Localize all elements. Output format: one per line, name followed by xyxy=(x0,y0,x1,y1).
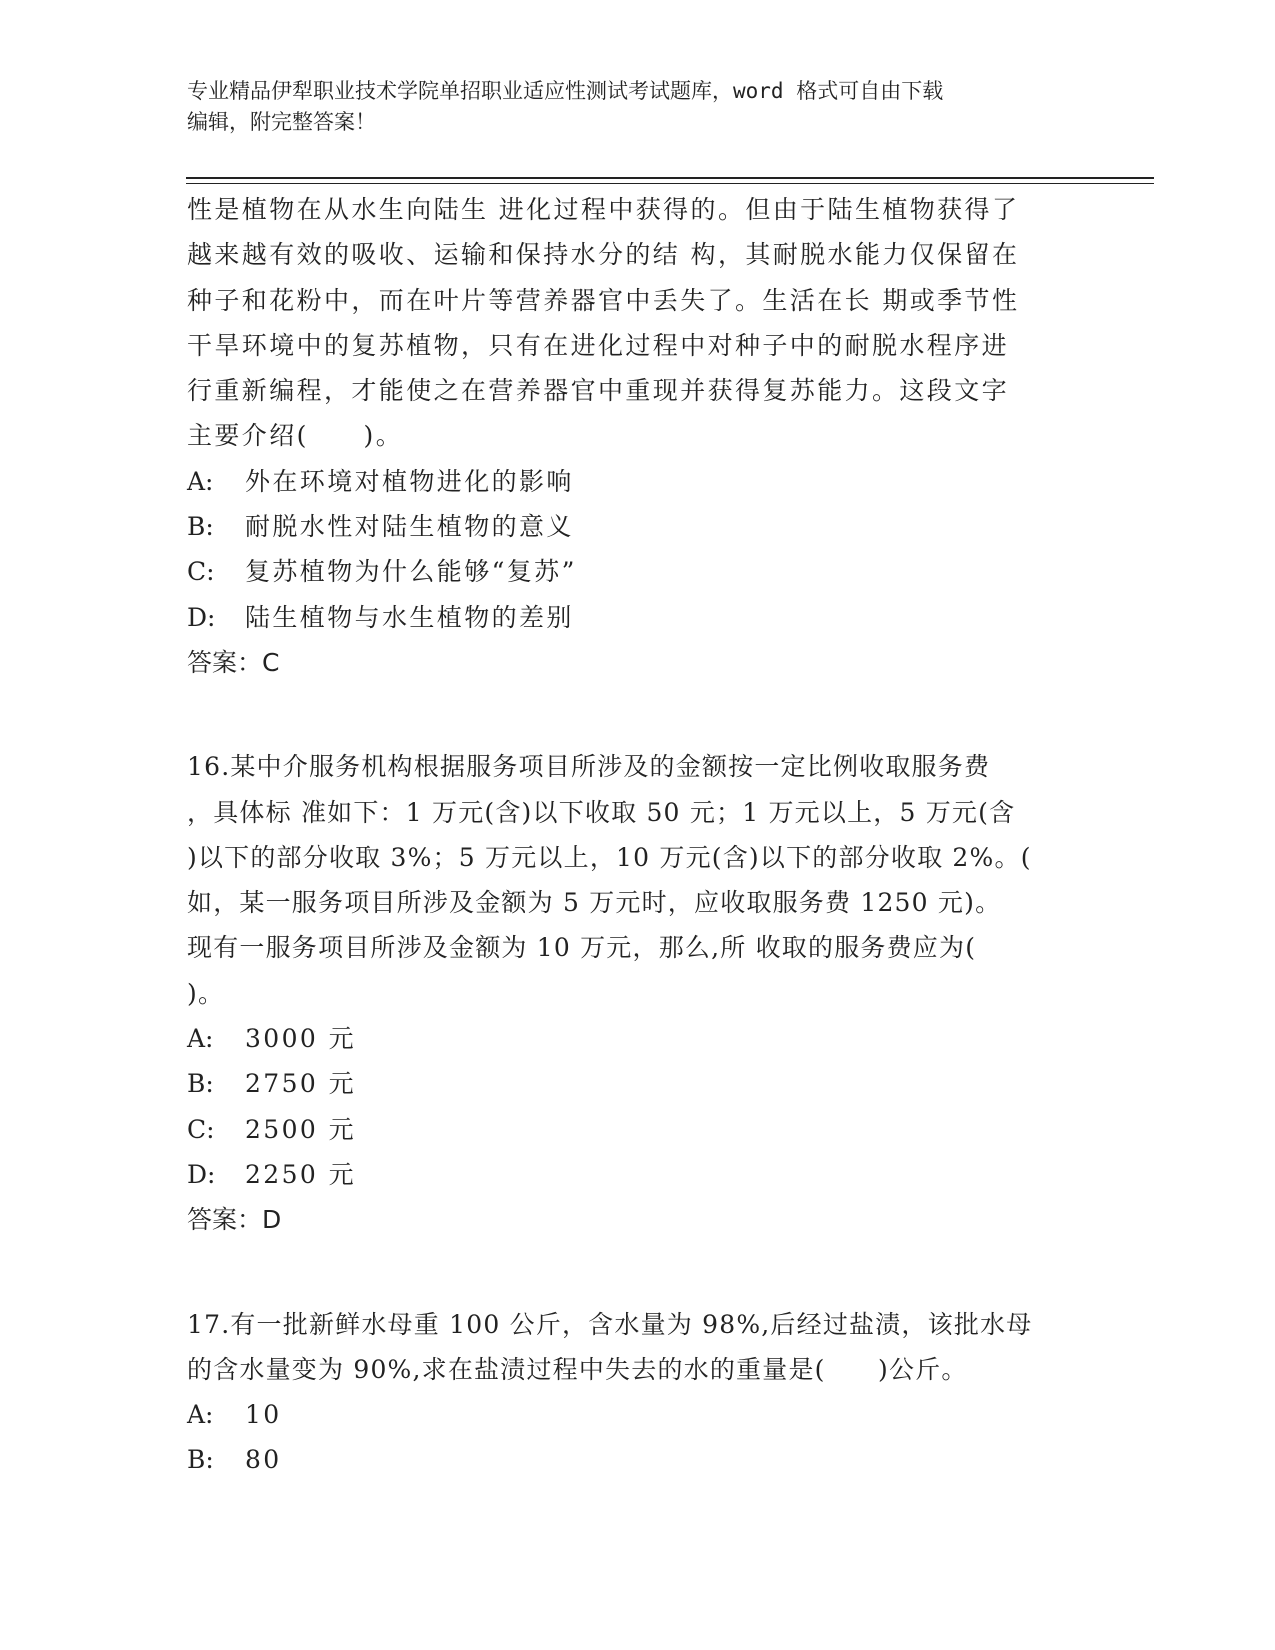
header-line-1: 专业精品伊犁职业技术学院单招职业适应性测试考试题库，word 格式可自由下载 xyxy=(187,79,944,103)
question-text-line: 如，某一服务项目所涉及金额为 5 万元时，应收取服务费 1250 元)。 xyxy=(187,888,1002,918)
option-a xyxy=(187,1392,1087,1437)
option-text: 2750 元 xyxy=(245,1069,356,1099)
question-text-line: 干旱环境中的复苏植物，只有在进化过程中对种子中的耐脱水程序进 xyxy=(187,330,1010,360)
option-d xyxy=(187,595,1087,640)
question-text-line: 现有一服务项目所涉及金额为 10 万元，那么,所 收取的服务费应为( xyxy=(187,933,977,963)
option-d xyxy=(187,1152,1087,1197)
option-b xyxy=(187,1437,1087,1482)
header-divider-thick xyxy=(186,177,1154,179)
option-text: 复苏植物为什么能够“复苏” xyxy=(245,557,577,587)
question-text-line: 性是植物在从水生向陆生 进化过程中获得的。但由于陆生植物获得了 xyxy=(187,195,1020,224)
option-text: 80 xyxy=(245,1445,282,1475)
question-text-line: )。 xyxy=(187,978,225,1008)
option-c xyxy=(187,549,1087,594)
answer-line: 答案：D xyxy=(187,1205,282,1235)
question-text-line: 种子和花粉中，而在叶片等营养器官中丢失了。生活在长 期或季节性 xyxy=(187,285,1020,315)
option-key: D: xyxy=(187,602,216,632)
header-divider-thin xyxy=(186,183,1154,184)
option-text: 陆生植物与水生植物的差别 xyxy=(245,602,574,632)
question-text-line: 越来越有效的吸收、运输和保持水分的结 构，其耐脱水能力仅保留在 xyxy=(187,240,1020,270)
document-header xyxy=(187,76,1087,138)
option-key: B: xyxy=(187,512,214,542)
question-text-line: ，具体标 准如下：1 万元(含)以下收取 50 元；1 万元以上，5 万元(含 xyxy=(187,797,1016,827)
option-key: C: xyxy=(187,557,215,587)
question-text-line: 17.有一批新鲜水母重 100 公斤，含水量为 98%,后经过盐渍，该批水母 xyxy=(187,1309,1033,1339)
option-a xyxy=(187,459,1087,504)
option-text: 2250 元 xyxy=(245,1159,356,1189)
spacer xyxy=(187,685,1087,744)
option-b xyxy=(187,1061,1087,1106)
option-key: C: xyxy=(187,1114,215,1144)
option-text: 2500 元 xyxy=(245,1114,356,1144)
question-text-line: 16.某中介服务机构根据服务项目所涉及的金额按一定比例收取服务费 xyxy=(187,752,991,782)
question-16 xyxy=(187,744,1087,1242)
question-15 xyxy=(187,187,1087,685)
option-b xyxy=(187,504,1087,549)
option-key: A: xyxy=(187,466,214,496)
answer-line: 答案：C xyxy=(187,647,280,677)
question-text-line: 行重新编程，才能使之在营养器官中重现并获得复苏能力。这段文字 xyxy=(187,376,1010,406)
question-text-line: 的含水量变为 90%,求在盐渍过程中失去的水的重量是( )公斤。 xyxy=(187,1354,968,1384)
question-17 xyxy=(187,1302,1087,1483)
question-text-line: )以下的部分收取 3%；5 万元以上，10 万元(含)以下的部分收取 2%。( xyxy=(187,842,1032,872)
question-text-line: 主要介绍( )。 xyxy=(187,421,404,451)
option-key: B: xyxy=(187,1445,214,1475)
document-body xyxy=(187,187,1087,1483)
option-text: 10 xyxy=(245,1400,282,1430)
option-key: A: xyxy=(187,1400,214,1430)
option-c xyxy=(187,1107,1087,1152)
option-text: 外在环境对植物进化的影响 xyxy=(245,466,574,496)
option-text: 耐脱水性对陆生植物的意义 xyxy=(245,512,574,542)
option-key: D: xyxy=(187,1159,216,1189)
header-line-2: 编辑，附完整答案！ xyxy=(187,110,376,134)
option-a xyxy=(187,1016,1087,1061)
option-key: B: xyxy=(187,1069,214,1099)
option-key: A: xyxy=(187,1024,214,1054)
spacer xyxy=(187,1243,1087,1302)
option-text: 3000 元 xyxy=(245,1024,356,1054)
